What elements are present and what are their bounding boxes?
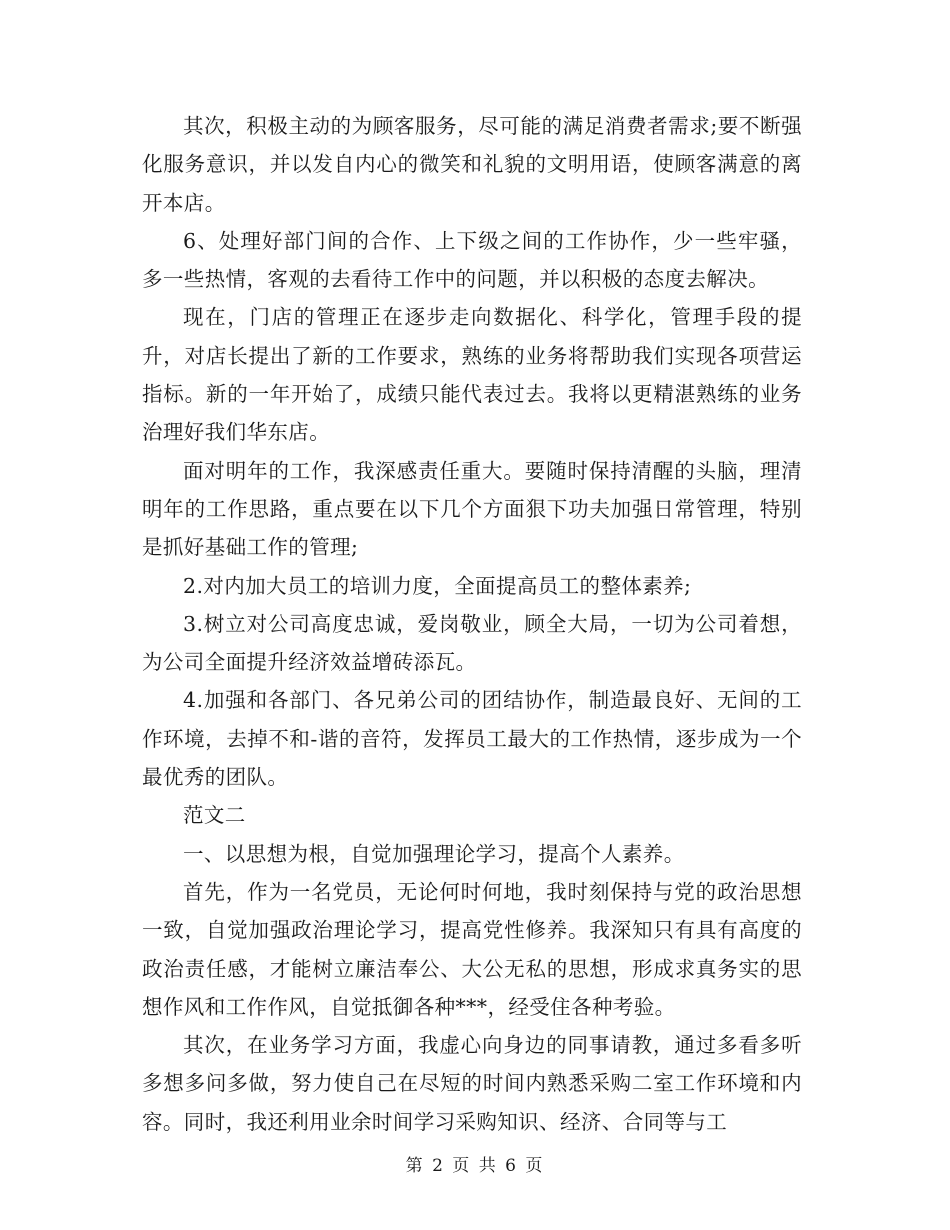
section-heading: 范文二 — [183, 803, 246, 828]
paragraph-10: 首先，作为一名党员，无论何时何地，我时刻保持与党的政治思想一致，自觉加强政治理论学习，提高党性修养。我深知只有具有高度的政治责任感，才能树立廉洁奉公、大公无私的思想，形成求真务实的思想作风和工作作风，自觉抵御各种***，经受住各种考验。 — [142, 879, 802, 1019]
paragraph-5: 2.对内加大员工的培训力度，全面提高员工的整体素养; — [183, 573, 692, 598]
paragraph-1: 其次，积极主动的为顾客服务，尽可能的满足消费者需求;要不断强化服务意识，并以发自内心的微笑和礼貌的文明用语，使顾客满意的离开本店。 — [142, 114, 802, 215]
page-footer: 第 2 页 共 6 页 — [405, 1156, 545, 1176]
paragraph-6: 3.树立对公司高度忠诚，爱岗敬业，顾全大局，一切为公司着想，为公司全面提升经济效益增砖添瓦。 — [142, 611, 802, 675]
paragraph-7: 4.加强和各部门、各兄弟公司的团结协作，制造最良好、无间的工作环境，去掉不和-谐的音符，发挥员工最大的工作热情，逐步成为一个最优秀的团队。 — [142, 688, 802, 790]
document-body — [142, 107, 802, 1141]
paragraph-2: 6、处理好部门间的合作、上下级之间的工作协作，少一些牢骚，多一些热情，客观的去看待工作中的问题，并以积极的态度去解决。 — [142, 228, 802, 292]
paragraph-3: 现在，门店的管理正在逐步走向数据化、科学化，管理手段的提升，对店长提出了新的工作要求，熟练的业务将帮助我们实现各项营运指标。新的一年开始了，成绩只能代表过去。我将以更精湛熟练的业务治理好我们华东店。 — [142, 305, 802, 445]
paragraph-11: 其次，在业务学习方面，我虚心向身边的同事请教，通过多看多听多想多问多做，努力使自己在尽短的时间内熟悉采购二室工作环境和内容。同时，我还利用业余时间学习采购知识、经济、合同等与工 — [142, 1033, 802, 1134]
paragraph-4: 面对明年的工作，我深感责任重大。要随时保持清醒的头脑，理清明年的工作思路，重点要在以下几个方面狠下功夫加强日常管理，特别是抓好基础工作的管理; — [142, 458, 802, 560]
paragraph-9: 一、以思想为根，自觉加强理论学习，提高个人素养。 — [183, 841, 685, 866]
